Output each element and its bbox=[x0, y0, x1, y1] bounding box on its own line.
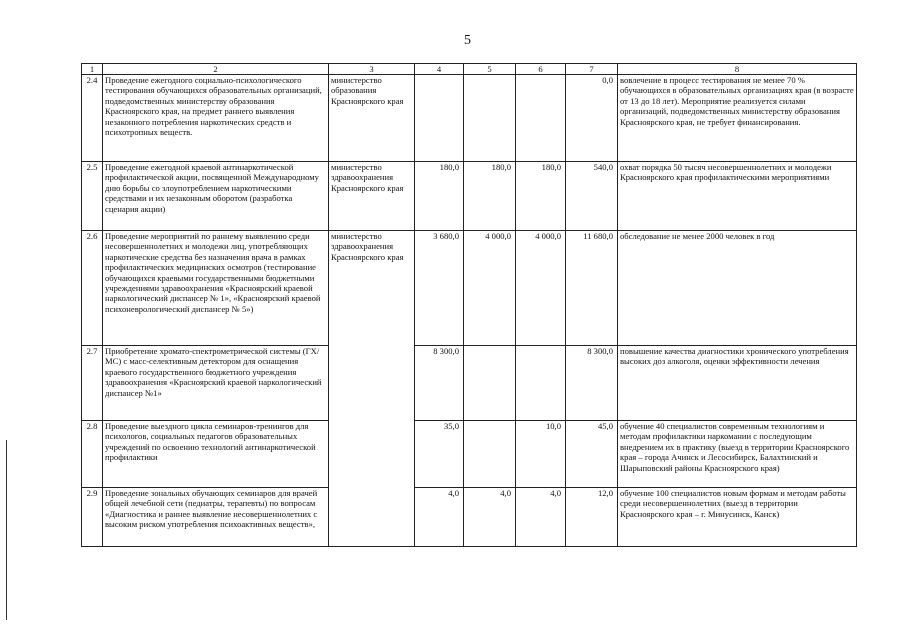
row-number: 2.5 bbox=[82, 162, 103, 231]
amount-col4: 8 300,0 bbox=[415, 346, 464, 421]
row-number: 2.9 bbox=[82, 488, 103, 547]
amount-col6: 180,0 bbox=[516, 162, 566, 231]
expected-result: обследование не менее 2000 человек в год bbox=[618, 231, 857, 346]
expected-result: обучение 40 специалистов современным технологиям и методам профилактики наркомании с последующим внедрением их в практику (выезд в территории Красноярского края – города Ачинск и Лесосибирск, Балахтинский и Шарыповский районы Красноярского края) bbox=[618, 421, 857, 488]
row-number: 2.6 bbox=[82, 231, 103, 346]
expected-result: охват порядка 50 тысяч несовершеннолетних и молодежи Красноярского края профилактическими мероприятиями bbox=[618, 162, 857, 231]
col-header-7: 7 bbox=[566, 64, 618, 75]
amount-col6: 10,0 bbox=[516, 421, 566, 488]
amount-total: 0,0 bbox=[566, 75, 618, 162]
amount-col4: 35,0 bbox=[415, 421, 464, 488]
amount-col4: 180,0 bbox=[415, 162, 464, 231]
table-row bbox=[82, 231, 857, 346]
amount-col5 bbox=[464, 75, 516, 162]
expected-result: обучение 100 специалистов новым формам и методам работы среди несовершеннолетних (выезд в территории Красноярского края – г. Минусинск, Канск) bbox=[618, 488, 857, 547]
table-row bbox=[82, 421, 857, 488]
amount-col6 bbox=[516, 346, 566, 421]
amount-total: 8 300,0 bbox=[566, 346, 618, 421]
amount-col4: 4,0 bbox=[415, 488, 464, 547]
activity-description: Приобретение хромато-спектрометрической системы (ГХ/МС) с масс-селективным детектором для оснащения краевого государственного бюджетного учреждения здравоохранения «Красноярский краевой наркологический диспансер №1» bbox=[103, 346, 329, 421]
page-number: 5 bbox=[464, 33, 471, 48]
table-row bbox=[82, 75, 857, 162]
expected-result: повышение качества диагностики хронического употребления высоких доз алкоголя, оценки эффективности лечения bbox=[618, 346, 857, 421]
executor: министерство здравоохранения Красноярского края bbox=[329, 162, 415, 231]
activity-description: Проведение ежегодного социально-психологического тестирования обучающихся образовательных организаций, подведомственных министерству образования Красноярского края, на предмет раннего выявления незаконного потребления наркотических средств и психотропных веществ. bbox=[103, 75, 329, 162]
expected-result: вовлечение в процесс тестирования не менее 70 % обучающихся в образовательных организациях края (в возрасте от 13 до 18 лет). Мероприятие реализуется силами организаций, подведомственных министерству образования Красноярского края, не требует финансирования. bbox=[618, 75, 857, 162]
amount-col6 bbox=[516, 75, 566, 162]
amount-total: 12,0 bbox=[566, 488, 618, 547]
executor: министерство образования Красноярского края bbox=[329, 75, 415, 162]
executor: министерство здравоохранения Красноярского края bbox=[329, 231, 415, 547]
amount-col4: 3 680,0 bbox=[415, 231, 464, 346]
amount-col5 bbox=[464, 346, 516, 421]
amount-total: 540,0 bbox=[566, 162, 618, 231]
amount-col5: 180,0 bbox=[464, 162, 516, 231]
amount-total: 11 680,0 bbox=[566, 231, 618, 346]
col-header-8: 8 bbox=[618, 64, 857, 75]
amount-total: 45,0 bbox=[566, 421, 618, 488]
amount-col5: 4 000,0 bbox=[464, 231, 516, 346]
col-header-1: 1 bbox=[82, 64, 103, 75]
program-table bbox=[81, 63, 857, 547]
amount-col6: 4,0 bbox=[516, 488, 566, 547]
row-number: 2.8 bbox=[82, 421, 103, 488]
activity-description: Проведение зональных обучающих семинаров для врачей общей лечебной сети (педиатры, терапевты) по вопросам «Диагностика и раннее выявление несовершеннолетних с высоким риском употребления психоактивных веществ», bbox=[103, 488, 329, 547]
amount-col6: 4 000,0 bbox=[516, 231, 566, 346]
col-header-6: 6 bbox=[516, 64, 566, 75]
table-row bbox=[82, 488, 857, 547]
row-number: 2.4 bbox=[82, 75, 103, 162]
amount-col5 bbox=[464, 421, 516, 488]
activity-description: Проведение мероприятий по раннему выявлению среди несовершеннолетних и молодежи лиц, употребляющих наркотические средства без назначения врача в рамках профилактических медицинских осмотров (тестирование обучающихся краевыми государственными бюджетными учреждениями здравоохранения «Красноярский краевой наркологический диспансер № 1», «Красноярский краевой психоневрологический диспансер № 5») bbox=[103, 231, 329, 346]
margin-line bbox=[6, 440, 7, 620]
col-header-2: 2 bbox=[103, 64, 329, 75]
table-row bbox=[82, 162, 857, 231]
table-row bbox=[82, 346, 857, 421]
column-number-row bbox=[82, 64, 857, 75]
amount-col5: 4,0 bbox=[464, 488, 516, 547]
col-header-4: 4 bbox=[415, 64, 464, 75]
activity-description: Проведение ежегодной краевой антинаркотической профилактической акции, посвященной Международному дню борьбы со злоупотреблением наркотическими средствами и их незаконным оборотом (разработка сценария акции) bbox=[103, 162, 329, 231]
col-header-3: 3 bbox=[329, 64, 415, 75]
col-header-5: 5 bbox=[464, 64, 516, 75]
row-number: 2.7 bbox=[82, 346, 103, 421]
amount-col4 bbox=[415, 75, 464, 162]
activity-description: Проведение выездного цикла семинаров-тренингов для психологов, социальных педагогов образовательных учреждений по освоению технологий антинаркотической профилактики bbox=[103, 421, 329, 488]
